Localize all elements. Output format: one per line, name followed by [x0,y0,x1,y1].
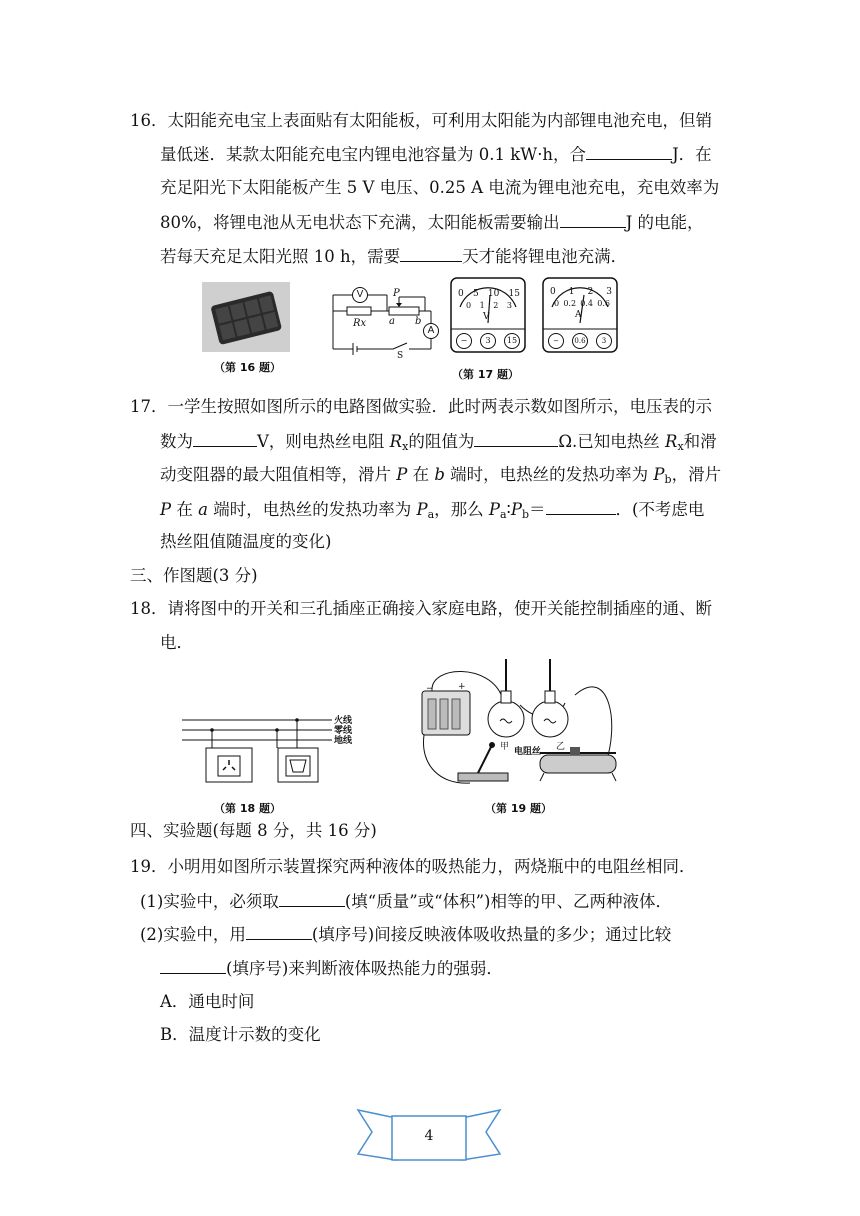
ammeter-terminal: 0.6 [572,333,588,349]
end-b-label: b [415,316,422,327]
q16-number: 16． [130,111,168,130]
q19-option-a: A．通电时间 [160,992,255,1011]
answer-blank-q19-3[interactable] [160,957,226,974]
q16-line-5: 若每天充足太阳光照 10 h，需要 天才能将锂电池充满． [160,247,628,266]
q19-part-2: (2)实验中，用 (填序号)间接反映液体吸收热量的多少；通过比较 [140,925,672,944]
q19-line-1: 19．小明用如图所示装置探究两种液体的吸热能力，两烧瓶中的电阻丝相同． [130,857,696,876]
answer-blank-q16-1[interactable] [586,143,672,160]
circuit-diagram-17 [325,275,440,360]
q16-line-2: 量低迷．某款太阳能充电宝内锂电池容量为 0.1 kW·h，合 J．在 [160,145,712,164]
q17-line-3: 动变阻器的最大阻值相等，滑片 P 在 b 端时，电热丝的发热功率为 $P_b$，滑片 [160,465,722,486]
switch-s-label: S [397,351,404,361]
slider-p-label: P [393,288,400,299]
ammeter-symbol: A [423,323,439,339]
flask-jia-label: 甲 [500,741,510,751]
q17-number: 17． [130,397,168,416]
answer-blank-q17-2[interactable] [474,430,558,447]
flask-yi-label: 乙 [556,741,566,751]
voltmeter-terminal: − [456,333,472,349]
q19-number: 19． [130,857,168,876]
rx-label: Rx [353,318,367,329]
q17-line-5: 热丝阻值随温度的变化) [160,532,332,551]
q16-line-1: 16．太阳能充电宝上表面贴有太阳能板，可利用太阳能为内部锂电池充电，但销 [130,111,712,130]
figure-17-caption: （第 17 题） [452,368,519,381]
battery-minus: − [426,684,434,694]
page-number-ribbon [356,1104,502,1166]
answer-blank-q17-1[interactable] [193,430,257,447]
voltmeter-terminal: 3 [480,333,496,349]
experiment-apparatus-diagram [410,655,630,795]
q17-line-4: P 在 a 端时，电热丝的发热功率为 $P_a$，那么 $P_a∶P_b=$ ．(不考虑电 [160,500,705,521]
ammeter-unit: A [575,310,582,320]
ammeter-dial: 0 1 2 3 0 0.2 0.4 0.6 A − 0.6 3 [542,277,618,353]
figure-16-caption: （第 16 题） [214,361,281,374]
q18-number: 18． [130,599,168,618]
q16-line-4: 80%，将锂电池从无电状态下充满，太阳能板需要输出 J 的电能， [160,213,704,232]
ground-wire-label: 地线 [334,735,353,745]
page-number: 4 [424,1128,434,1144]
answer-blank-q19-2[interactable] [246,923,312,940]
answer-blank-q16-2[interactable] [560,211,626,228]
end-a-label: a [389,316,395,327]
solar-power-bank-photo [202,282,290,352]
q18-line-1: 18．请将图中的开关和三孔插座正确接入家庭电路，使开关能控制插座的通、断 [130,599,712,618]
answer-blank-q19-1[interactable] [279,890,345,907]
q18-line-2: 电． [160,633,193,652]
battery-plus: + [458,682,466,692]
q19-part-2-cont: (填序号)来判断液体吸热能力的强弱． [160,957,503,980]
voltmeter-terminal: 15 [504,333,520,349]
voltmeter-dial: 0 5 10 15 0 1 2 3 V − 3 15 [450,277,526,353]
answer-blank-q16-3[interactable] [400,245,462,262]
q17-line-1: 17．一学生按照如图所示的电路图做实验．此时两表示数如图所示，电压表的示 [130,397,712,416]
answer-blank-q17-3[interactable] [546,498,616,515]
neutral-wire-label: 零线 [334,725,353,735]
q16-line-3: 充足阳光下太阳能板产生 5 V 电压、0.25 A 电流为锂电池充电，充电效率为 [160,178,720,197]
figure-18-caption: （第 18 题） [214,802,281,815]
q19-part-1: (1)实验中，必须取 (填“质量”或“体积”)相等的甲、乙两种液体． [140,892,672,911]
live-wire-label: 火线 [334,715,353,725]
figure-19-caption: （第 19 题） [485,802,552,815]
ammeter-terminal: 3 [596,333,612,349]
household-wiring-diagram [182,710,362,790]
voltmeter-unit: V [483,312,490,322]
section-3-heading: 三、作图题(3 分) [130,566,258,585]
q19-option-b: B．温度计示数的变化 [160,1025,321,1044]
section-4-heading: 四、实验题(每题 8 分，共 16 分) [130,821,377,840]
voltmeter-symbol: V [352,287,368,303]
ammeter-terminal: − [548,333,564,349]
q17-line-2: 数为 V，则电热丝电阻 $R_x$的阻值为 Ω.已知电热丝 $R_x$和滑 [160,432,717,453]
resistor-wire-label: 电阻丝 [514,746,542,756]
